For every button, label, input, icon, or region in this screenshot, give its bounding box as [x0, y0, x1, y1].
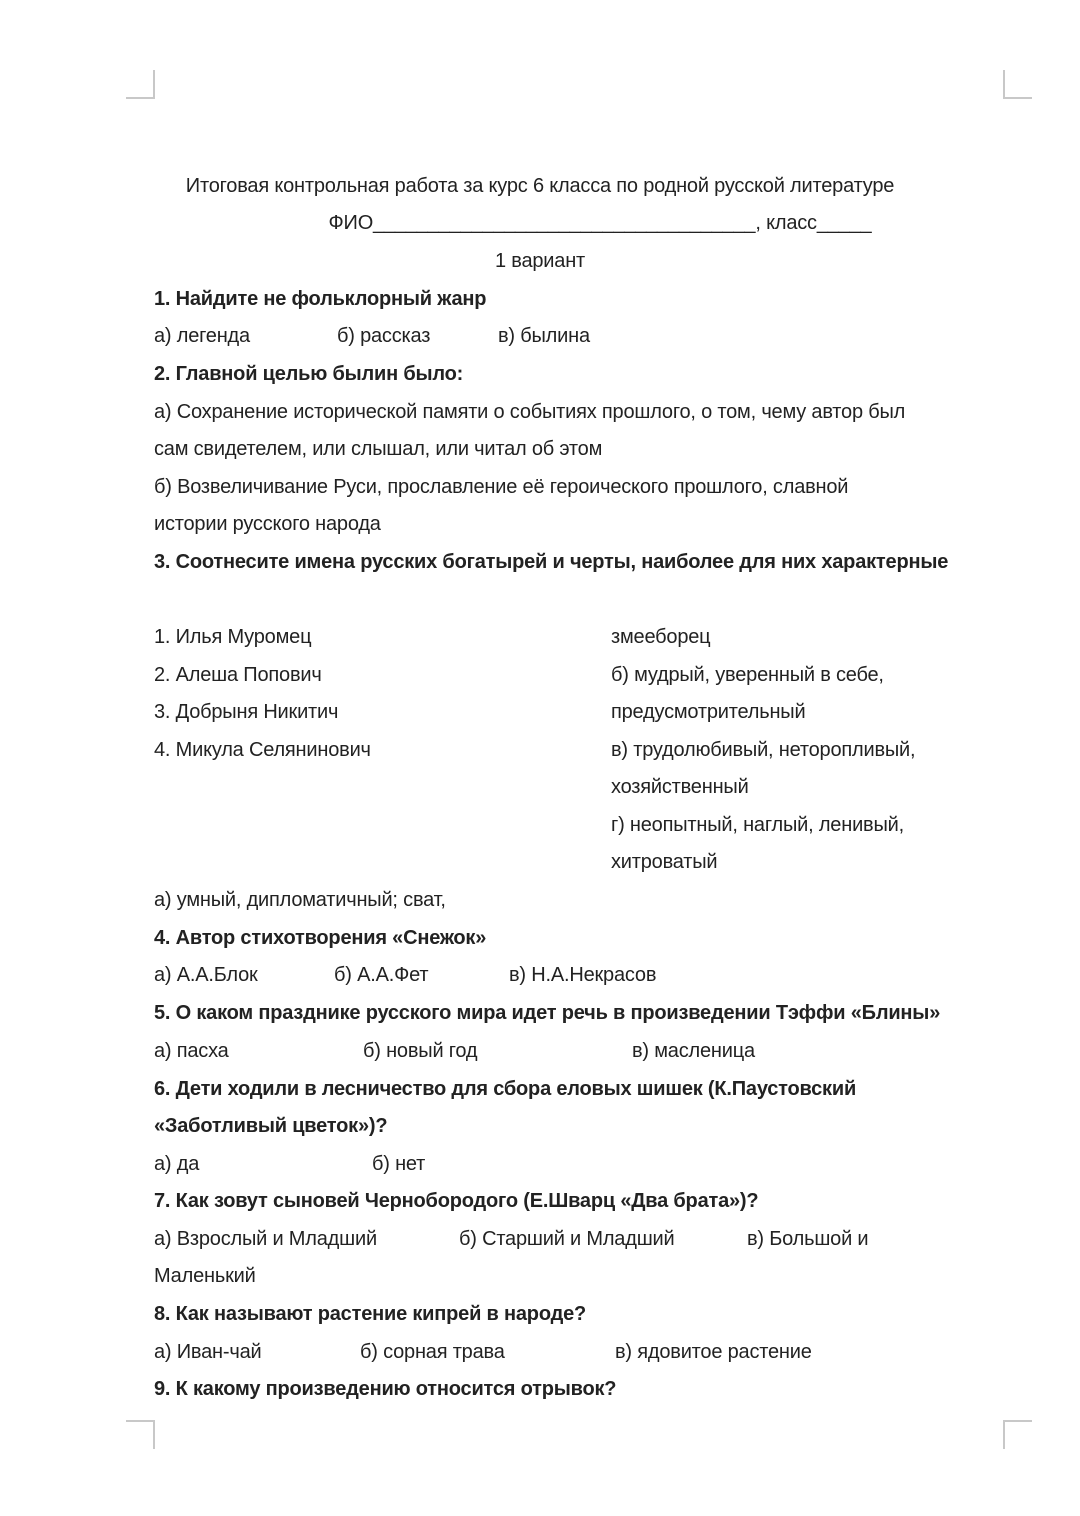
- option-c: в) Н.А.Некрасов: [509, 964, 657, 986]
- option-b: б) новый год: [363, 1040, 478, 1062]
- question-6-continued: «Заботливый цветок»)?: [154, 1115, 388, 1137]
- option-c: в) масленица: [632, 1040, 755, 1062]
- variant-label: 1 вариант: [494, 250, 586, 272]
- trait-line: г) неопытный, наглый, ленивый,: [611, 814, 904, 836]
- option-a: а) пасха: [154, 1040, 229, 1062]
- option-a: а) легенда: [154, 325, 250, 347]
- option-a: а) Взрослый и Младший: [154, 1228, 377, 1250]
- option-c: в) Большой и: [747, 1228, 869, 1250]
- option-a: а) да: [154, 1153, 200, 1175]
- question-7-option-continuation: Маленький: [154, 1265, 256, 1287]
- option-b: б) рассказ: [337, 325, 431, 347]
- question-6: 6. Дети ходили в лесничество для сбора еловых шишек (К.Паустовский: [154, 1078, 857, 1100]
- option-b: б) сорная трава: [360, 1341, 505, 1363]
- option-a: а) А.А.Блок: [154, 964, 258, 986]
- trait-line: б) мудрый, уверенный в себе,: [611, 664, 884, 686]
- question-2-option-line: а) Сохранение исторической памяти о событиях прошлого, о том, чему автор был: [154, 401, 906, 423]
- trait-line: хозяйственный: [611, 776, 749, 798]
- option-b: б) А.А.Фет: [334, 964, 429, 986]
- question-8: 8. Как называют растение кипрей в народе?: [154, 1303, 587, 1325]
- option-a: а) Иван-чай: [154, 1341, 262, 1363]
- crop-mark-bottom-left: [126, 1420, 155, 1449]
- question-2-option-line: истории русского народа: [154, 513, 381, 535]
- question-3: 3. Соотнесите имена русских богатырей и черты, наиболее для них характерные: [154, 551, 949, 573]
- trait-line: хитроватый: [611, 851, 718, 873]
- hero-item: 3. Добрыня Никитич: [154, 701, 339, 723]
- option-b: б) Старший и Младший: [459, 1228, 675, 1250]
- question-2: 2. Главной целью былин было:: [154, 363, 464, 385]
- trait-line: предусмотрительный: [611, 701, 806, 723]
- question-4: 4. Автор стихотворения «Снежок»: [154, 927, 487, 949]
- question-2-option-line: сам свидетелем, или слышал, или читал об этом: [154, 438, 603, 460]
- crop-mark-bottom-right: [1003, 1420, 1032, 1449]
- question-5: 5. О каком празднике русского мира идет речь в произведении Тэффи «Блины»: [154, 1002, 941, 1024]
- hero-item: 2. Алеша Попович: [154, 664, 322, 686]
- option-c: в) ядовитое растение: [615, 1341, 812, 1363]
- trait-line: змееборец: [611, 626, 711, 648]
- hero-item: 4. Микула Селянинович: [154, 739, 371, 761]
- question-7: 7. Как зовут сыновей Чернобородого (Е.Шварц «Два брата»)?: [154, 1190, 759, 1212]
- document-title: Итоговая контрольная работа за курс 6 класса по родной русской литературе: [185, 175, 895, 197]
- question-2-option-line: б) Возвеличивание Руси, прославление её героического прошлого, славной: [154, 476, 849, 498]
- question-9: 9. К какому произведению относится отрывок?: [154, 1378, 617, 1400]
- trait-line: в) трудолюбивый, неторопливый,: [611, 739, 916, 761]
- option-b: б) нет: [372, 1153, 426, 1175]
- crop-mark-top-left: [126, 70, 155, 99]
- name-class-line: ФИО___________________________________, класс_____: [328, 212, 872, 234]
- option-c: в) былина: [498, 325, 590, 347]
- crop-mark-top-right: [1003, 70, 1032, 99]
- trait-trailing-line: а) умный, дипломатичный; сват,: [154, 889, 446, 911]
- question-1: 1. Найдите не фольклорный жанр: [154, 288, 487, 310]
- hero-item: 1. Илья Муромец: [154, 626, 312, 648]
